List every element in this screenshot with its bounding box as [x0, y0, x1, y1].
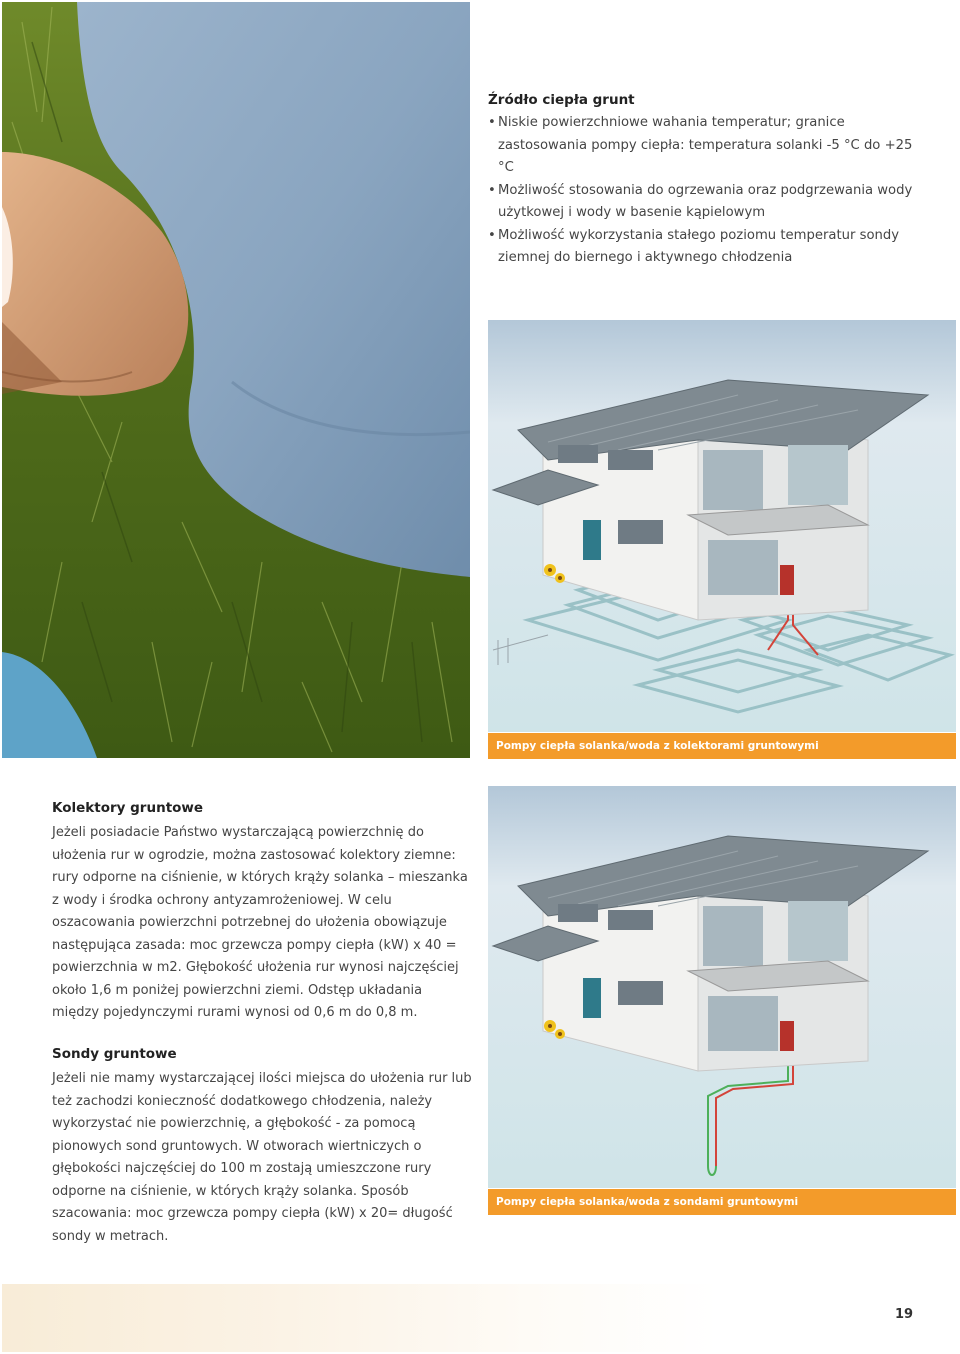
- heat-source-section: [488, 92, 928, 270]
- person-on-grass-photo: [2, 2, 470, 758]
- probes-title: Sondy gruntowe: [52, 1046, 177, 1062]
- probes-section: [52, 1046, 472, 1248]
- list-item: • Niskie powierzchniowe wahania temperatur; granice zastosowania pompy ciepła: temperatura solanki -5 °C do +25 °C: [488, 112, 928, 180]
- collectors-section: [52, 800, 472, 1025]
- heat-source-list: [488, 112, 928, 270]
- collectors-title: Kolektory gruntowe: [52, 800, 204, 816]
- caption-probes: Pompy ciepła solanka/woda z sondami gruntowymi: [488, 1189, 956, 1215]
- list-item: • Możliwość wykorzystania stałego poziomu temperatur sondy ziemnej do biernego i aktywnego chłodzenia: [488, 225, 928, 270]
- probes-text: Jeżeli nie mamy wystarczającej ilości miejsca do ułożenia rur lub też zachodzi konieczność dodatkowego chłodzenia, należy wykorzystać nie powierzchnię, a głębokość - za pomocą pionowych sond gruntowych. W otworach wiertniczych o głębokości najczęściej do 100 m zostają umieszczone rury odporne na ciśnienie, w których krąży solanka. Sposób szacowania: moc grzewcza pompy ciepła (kW) x 20= długość sondy w metrach.: [52, 1071, 472, 1244]
- house-collectors-illustration: [488, 320, 956, 732]
- list-item: • Możliwość stosowania do ogrzewania oraz podgrzewania wody użytkowej i wody w basenie kąpielowym: [488, 180, 928, 225]
- page-number: 19: [895, 1307, 914, 1322]
- heat-source-title: Źródło ciepła grunt: [488, 92, 635, 108]
- collectors-text: Jeżeli posiadacie Państwo wystarczającą powierzchnię do ułożenia rur w ogrodzie, można zastosować kolektory ziemne: rury odporne na ciśnienie, w których krąży solanka – mieszanka z wody i środka ochrony antyzamrożeniowej. W celu oszacowania powierzchni potrzebnej do ułożenia obowiązuje następująca zasada: moc grzewcza pompy ciepła (kW) x 40 = powierzchnia w m2. Głębokość ułożenia rur wynosi najczęściej około 1,6 m poniżej powierzchni ziemi. Odstęp układania między pojedynczymi rurami wynosi od 0,6 m do 0,8 m.: [52, 825, 468, 1020]
- house-probes-illustration: [488, 786, 956, 1188]
- footer-gradient-bar: [2, 1284, 958, 1352]
- caption-collectors: Pompy ciepła solanka/woda z kolektorami gruntowymi: [488, 733, 956, 759]
